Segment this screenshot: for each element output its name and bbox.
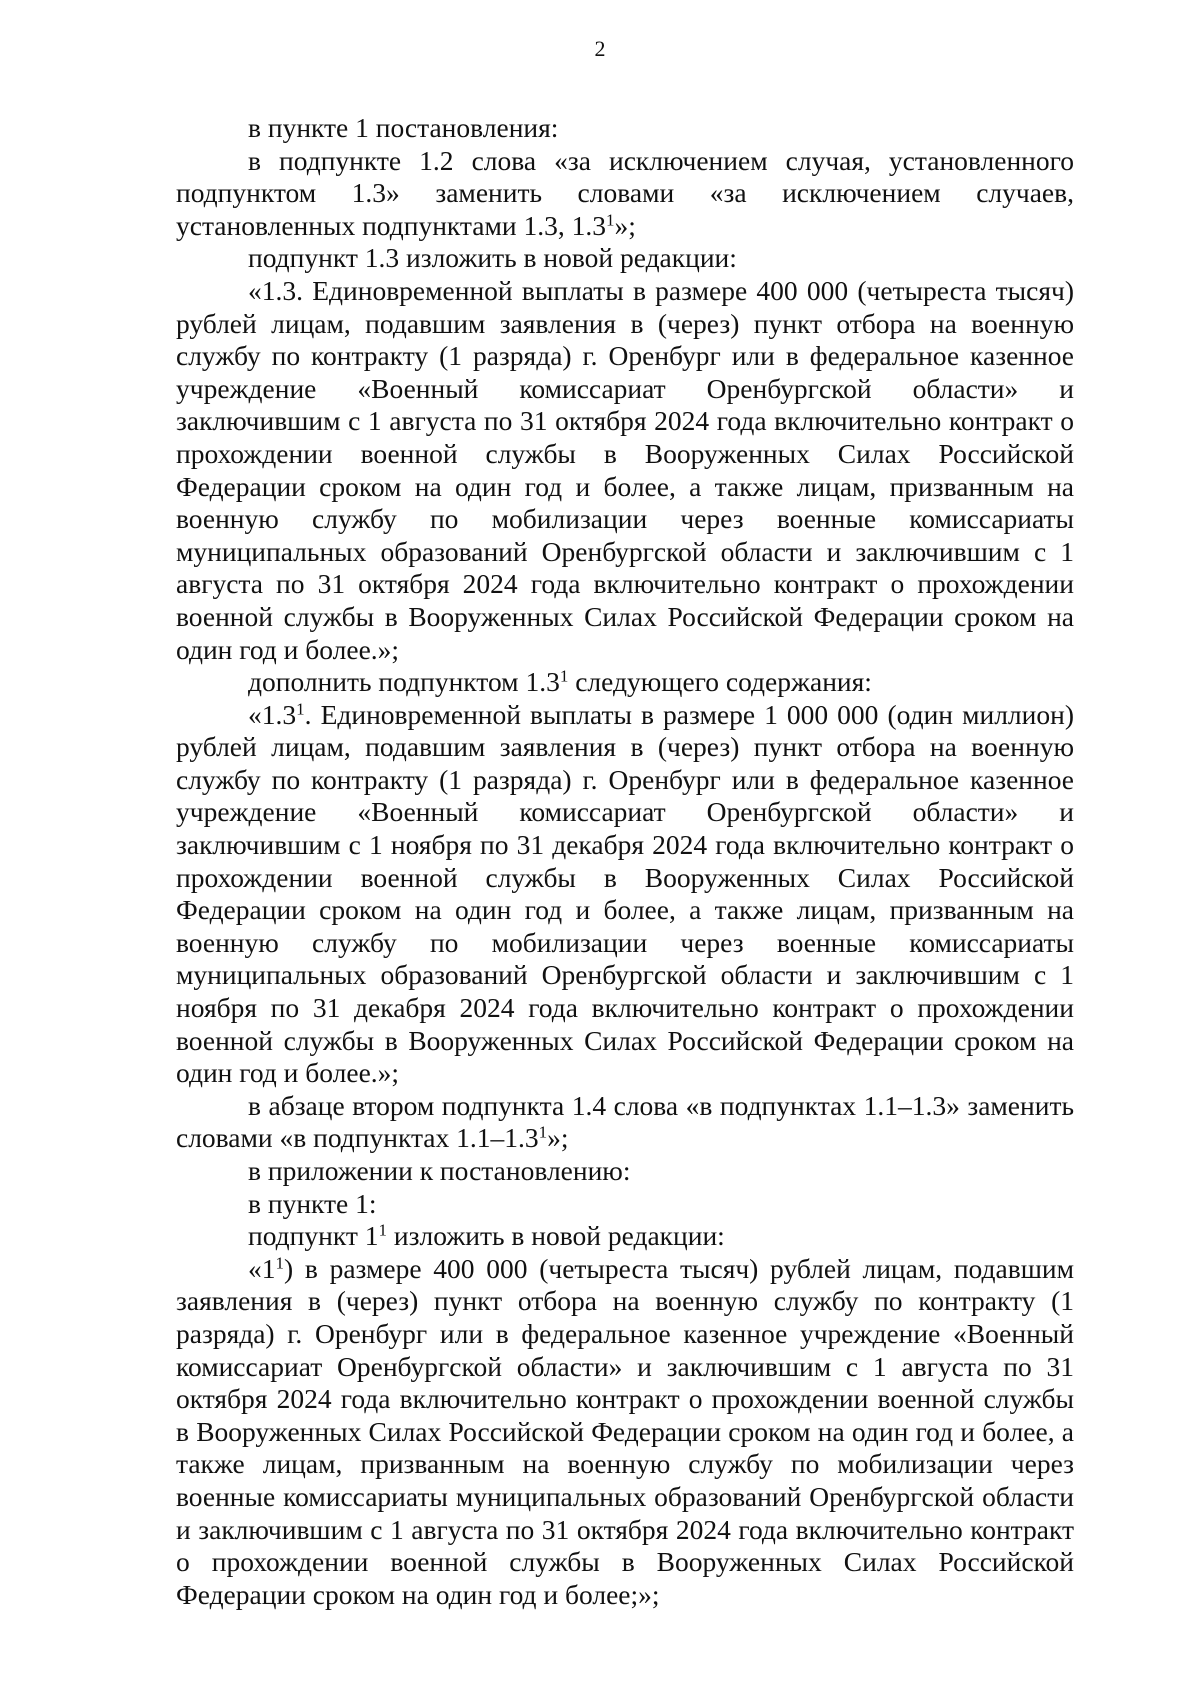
paragraph xyxy=(176,275,1074,666)
text-run: в пункте 1 постановления: xyxy=(248,112,559,143)
paragraph xyxy=(176,1090,1074,1155)
superscript: 1 xyxy=(296,699,305,719)
superscript: 1 xyxy=(538,1123,548,1143)
text-run: следующего содержания: xyxy=(568,666,872,698)
text-run: в подпункте 1.2 слова «за исключением случая, установленного подпунктом 1.3» заменить словами «за исключением случаев, установленных подпунктами 1.3, 1.3 xyxy=(176,144,1074,241)
text-run: в пункте 1: xyxy=(248,1187,377,1219)
document-body xyxy=(176,112,1074,1611)
text-run: ) в размере 400 000 (четыреста тысяч) рублей лицам, подавшим заявления в (через) пункт отбора на военную службу по контракту (1 разряда) г. Оренбург или в федеральное казенное учреждение «Военный комиссариат Оренбургской области» и заключившим с 1 августа по 31 октября 2024 года включительно контракт о прохождении военной службы в Вооруженных Силах Российской Федерации сроком на один год и более, а также лицам, призванным на военную службу по мобилизации через военные комиссариаты муниципальных образований Оренбургской области и заключившим с 1 августа по 31 октября 2024 года включительно контракт о прохождении военной службы в Вооруженных Силах Российской Федерации сроком на один год и более;»; xyxy=(176,1252,1074,1610)
text-run: «1.3 xyxy=(248,698,297,730)
text-run: подпункт 1.3 изложить в новой редакции: xyxy=(248,242,737,274)
paragraph xyxy=(176,112,1074,145)
paragraph xyxy=(176,699,1074,1090)
text-run: «1.3. Единовременной выплаты в размере 400 000 (четыреста тысяч) рублей лицам, подавшим заявления в (через) пункт отбора на военную службу по контракту (1 разряда) г. Оренбург или в федеральное казенное учреждение «Военный комиссариат Оренбургской области» и заключившим с 1 августа по 31 октября 2024 года включительно контракт о прохождении военной службы в Вооруженных Силах Российской Федерации сроком на один год и более, а также лицам, призванным на военную службу по мобилизации через военные комиссариаты муниципальных образований Оренбургской области и заключившим с 1 августа по 31 октября 2024 года включительно контракт о прохождении военной службы в Вооруженных Силах Российской Федерации сроком на один год и более.»; xyxy=(176,274,1074,665)
text-run: . Единовременной выплаты в размере 1 000 000 (один миллион) рублей лицам, подавшим заявления в (через) пункт отбора на военную службу по контракту (1 разряда) г. Оренбург или в федеральное казенное учреждение «Военный комиссариат Оренбургской области» и заключившим с 1 ноября по 31 декабря 2024 года включительно контракт о прохождении военной службы в Вооруженных Силах Российской Федерации сроком на один год и более, а также лицам, призванным на военную службу по мобилизации через военные комиссариаты муниципальных образований Оренбургской области и заключившим с 1 ноября по 31 декабря 2024 года включительно контракт о прохождении военной службы в Вооруженных Силах Российской Федерации сроком на один год и более.»; xyxy=(176,698,1074,1089)
text-run: в абзаце втором подпункта 1.4 слова «в подпунктах 1.1–1.3» заменить словами «в подпунктах 1.1–1.3 xyxy=(176,1089,1074,1154)
paragraph xyxy=(176,1253,1074,1612)
text-run: »; xyxy=(614,209,636,241)
text-run: изложить в новой редакции: xyxy=(387,1220,725,1252)
paragraph xyxy=(176,242,1074,275)
paragraph xyxy=(176,1220,1074,1253)
text-run: дополнить подпунктом 1.3 xyxy=(248,666,560,698)
text-run: подпункт 1 xyxy=(248,1220,379,1252)
paragraph xyxy=(176,1188,1074,1221)
paragraph xyxy=(176,145,1074,243)
paragraph xyxy=(176,666,1074,699)
text-run: в приложении к постановлению: xyxy=(248,1155,631,1186)
superscript: 1 xyxy=(559,666,569,686)
text-run: »; xyxy=(547,1122,569,1154)
superscript: 1 xyxy=(275,1253,285,1273)
superscript: 1 xyxy=(378,1220,388,1240)
paragraph xyxy=(176,1155,1074,1188)
text-run: «1 xyxy=(248,1252,276,1284)
superscript: 1 xyxy=(605,210,615,230)
page-number: 2 xyxy=(594,36,606,61)
